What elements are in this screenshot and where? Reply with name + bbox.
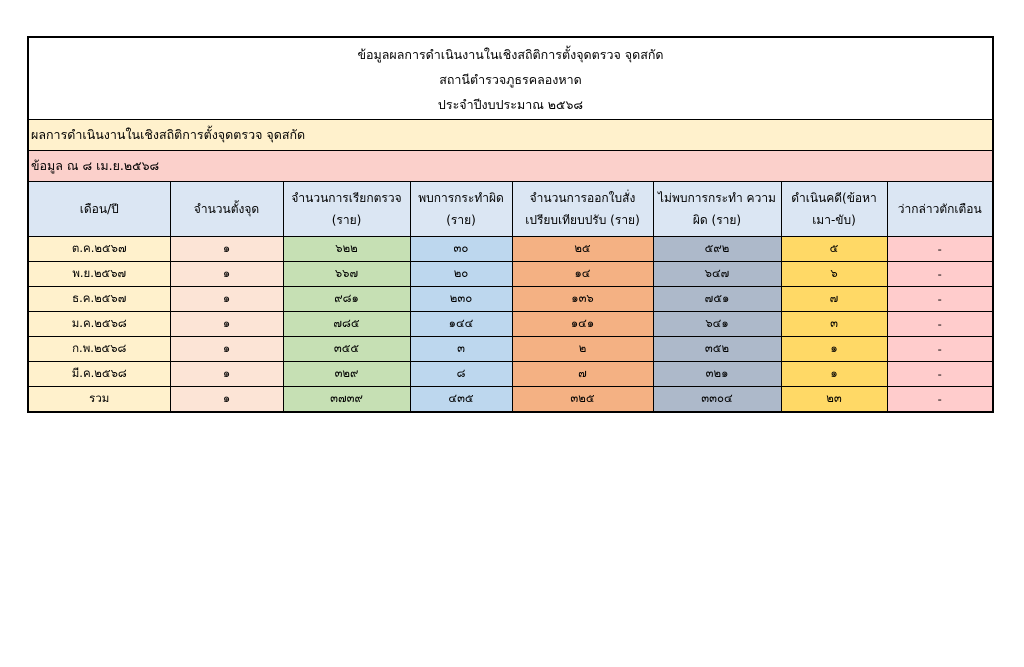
table-cell: ๓ (781, 312, 887, 337)
table-row (29, 287, 992, 312)
table-cell: ๖๒๒ (283, 237, 410, 262)
column-header: ไม่พบการกระทำ ความผิด (ราย) (653, 182, 781, 237)
table-cell: - (887, 237, 992, 262)
table-row (29, 237, 992, 262)
table-cell: ๓๕๒ (653, 337, 781, 362)
table-cell: ธ.ค.๒๕๖๗ (29, 287, 170, 312)
table-cell: ๒ (512, 337, 653, 362)
column-header: จำนวนการเรียกตรวจ (ราย) (283, 182, 410, 237)
table-cell: - (887, 387, 992, 412)
column-header: จำนวนตั้งจุด (170, 182, 283, 237)
table-cell: ๙๘๑ (283, 287, 410, 312)
table-cell: ๑ (170, 312, 283, 337)
column-header: ว่ากล่าวตักเตือน (887, 182, 992, 237)
table-cell: - (887, 287, 992, 312)
table-cell: ๓ (410, 337, 512, 362)
table-cell: ๓๕๕ (283, 337, 410, 362)
table-cell: ๖๖๗ (283, 262, 410, 287)
data-date: ข้อมูล ณ ๘ เม.ย.๒๕๖๘ (29, 150, 992, 181)
table-cell: ๒๐ (410, 262, 512, 287)
table-cell: ๑ (170, 362, 283, 387)
table-cell: ๒๕ (512, 237, 653, 262)
table-cell: - (887, 312, 992, 337)
table-cell: ๕๙๒ (653, 237, 781, 262)
table-cell: ก.พ.๒๕๖๘ (29, 337, 170, 362)
table-cell: ๓๒๙ (283, 362, 410, 387)
table-row (29, 337, 992, 362)
table-cell: ๗๘๕ (283, 312, 410, 337)
table-cell: ๑ (781, 337, 887, 362)
table-cell: ๑ (170, 262, 283, 287)
table-cell: ม.ค.๒๕๖๘ (29, 312, 170, 337)
table-cell: ๑ (170, 387, 283, 412)
report-sheet (27, 36, 994, 413)
statistics-table (29, 181, 992, 411)
table-cell: ๓๓๐๔ (653, 387, 781, 412)
table-cell: ๒๓ (781, 387, 887, 412)
table-cell: ๑๔ (512, 262, 653, 287)
column-header: ดำเนินคดี(ข้อหา เมา-ขับ) (781, 182, 887, 237)
table-cell: ๖ (781, 262, 887, 287)
table-cell: ๑๓๖ (512, 287, 653, 312)
report-title-block (29, 38, 992, 119)
table-cell: - (887, 362, 992, 387)
table-cell: ๑ (170, 287, 283, 312)
table-cell: ๑ (170, 337, 283, 362)
table-cell: พ.ย.๒๕๖๗ (29, 262, 170, 287)
table-cell: มี.ค.๒๕๖๘ (29, 362, 170, 387)
section-label: ผลการดำเนินงานในเชิงสถิติการตั้งจุดตรวจ จุดสกัด (29, 119, 992, 150)
table-cell: ๓๒๕ (512, 387, 653, 412)
fiscal-year: ประจำปีงบประมาณ ๒๕๖๘ (437, 97, 584, 112)
table-cell: ๓๒๑ (653, 362, 781, 387)
table-cell: ต.ค.๒๕๖๗ (29, 237, 170, 262)
table-row (29, 362, 992, 387)
table-cell: - (887, 337, 992, 362)
table-cell: ๘ (410, 362, 512, 387)
station-name: สถานีตำรวจภูธรคลองหาด (439, 72, 582, 87)
table-cell: ๗ (781, 287, 887, 312)
table-cell: - (887, 262, 992, 287)
report-title: ข้อมูลผลการดำเนินงานในเชิงสถิติการตั้งจุดตรวจ จุดสกัด (357, 47, 664, 62)
table-cell: ๓๐ (410, 237, 512, 262)
table-cell: ๓๗๓๙ (283, 387, 410, 412)
table-body (29, 237, 992, 412)
column-header: พบการกระทำผิด (ราย) (410, 182, 512, 237)
table-cell: ๕ (781, 237, 887, 262)
table-cell: ๗๕๑ (653, 287, 781, 312)
table-cell: ๔๓๕ (410, 387, 512, 412)
header-row (29, 182, 992, 237)
table-cell: ๑๔๑ (512, 312, 653, 337)
table-cell: ๒๓๐ (410, 287, 512, 312)
total-row (29, 387, 992, 412)
table-cell: ๑๔๔ (410, 312, 512, 337)
column-header: เดือน/ปี (29, 182, 170, 237)
table-cell: ๗ (512, 362, 653, 387)
table-row (29, 262, 992, 287)
table-row (29, 312, 992, 337)
table-cell: ๖๔๗ (653, 262, 781, 287)
column-header: จำนวนการออกใบสั่ง เปรียบเทียบปรับ (ราย) (512, 182, 653, 237)
table-cell: ๑ (170, 237, 283, 262)
table-cell: ๑ (781, 362, 887, 387)
table-cell: รวม (29, 387, 170, 412)
table-cell: ๖๔๑ (653, 312, 781, 337)
